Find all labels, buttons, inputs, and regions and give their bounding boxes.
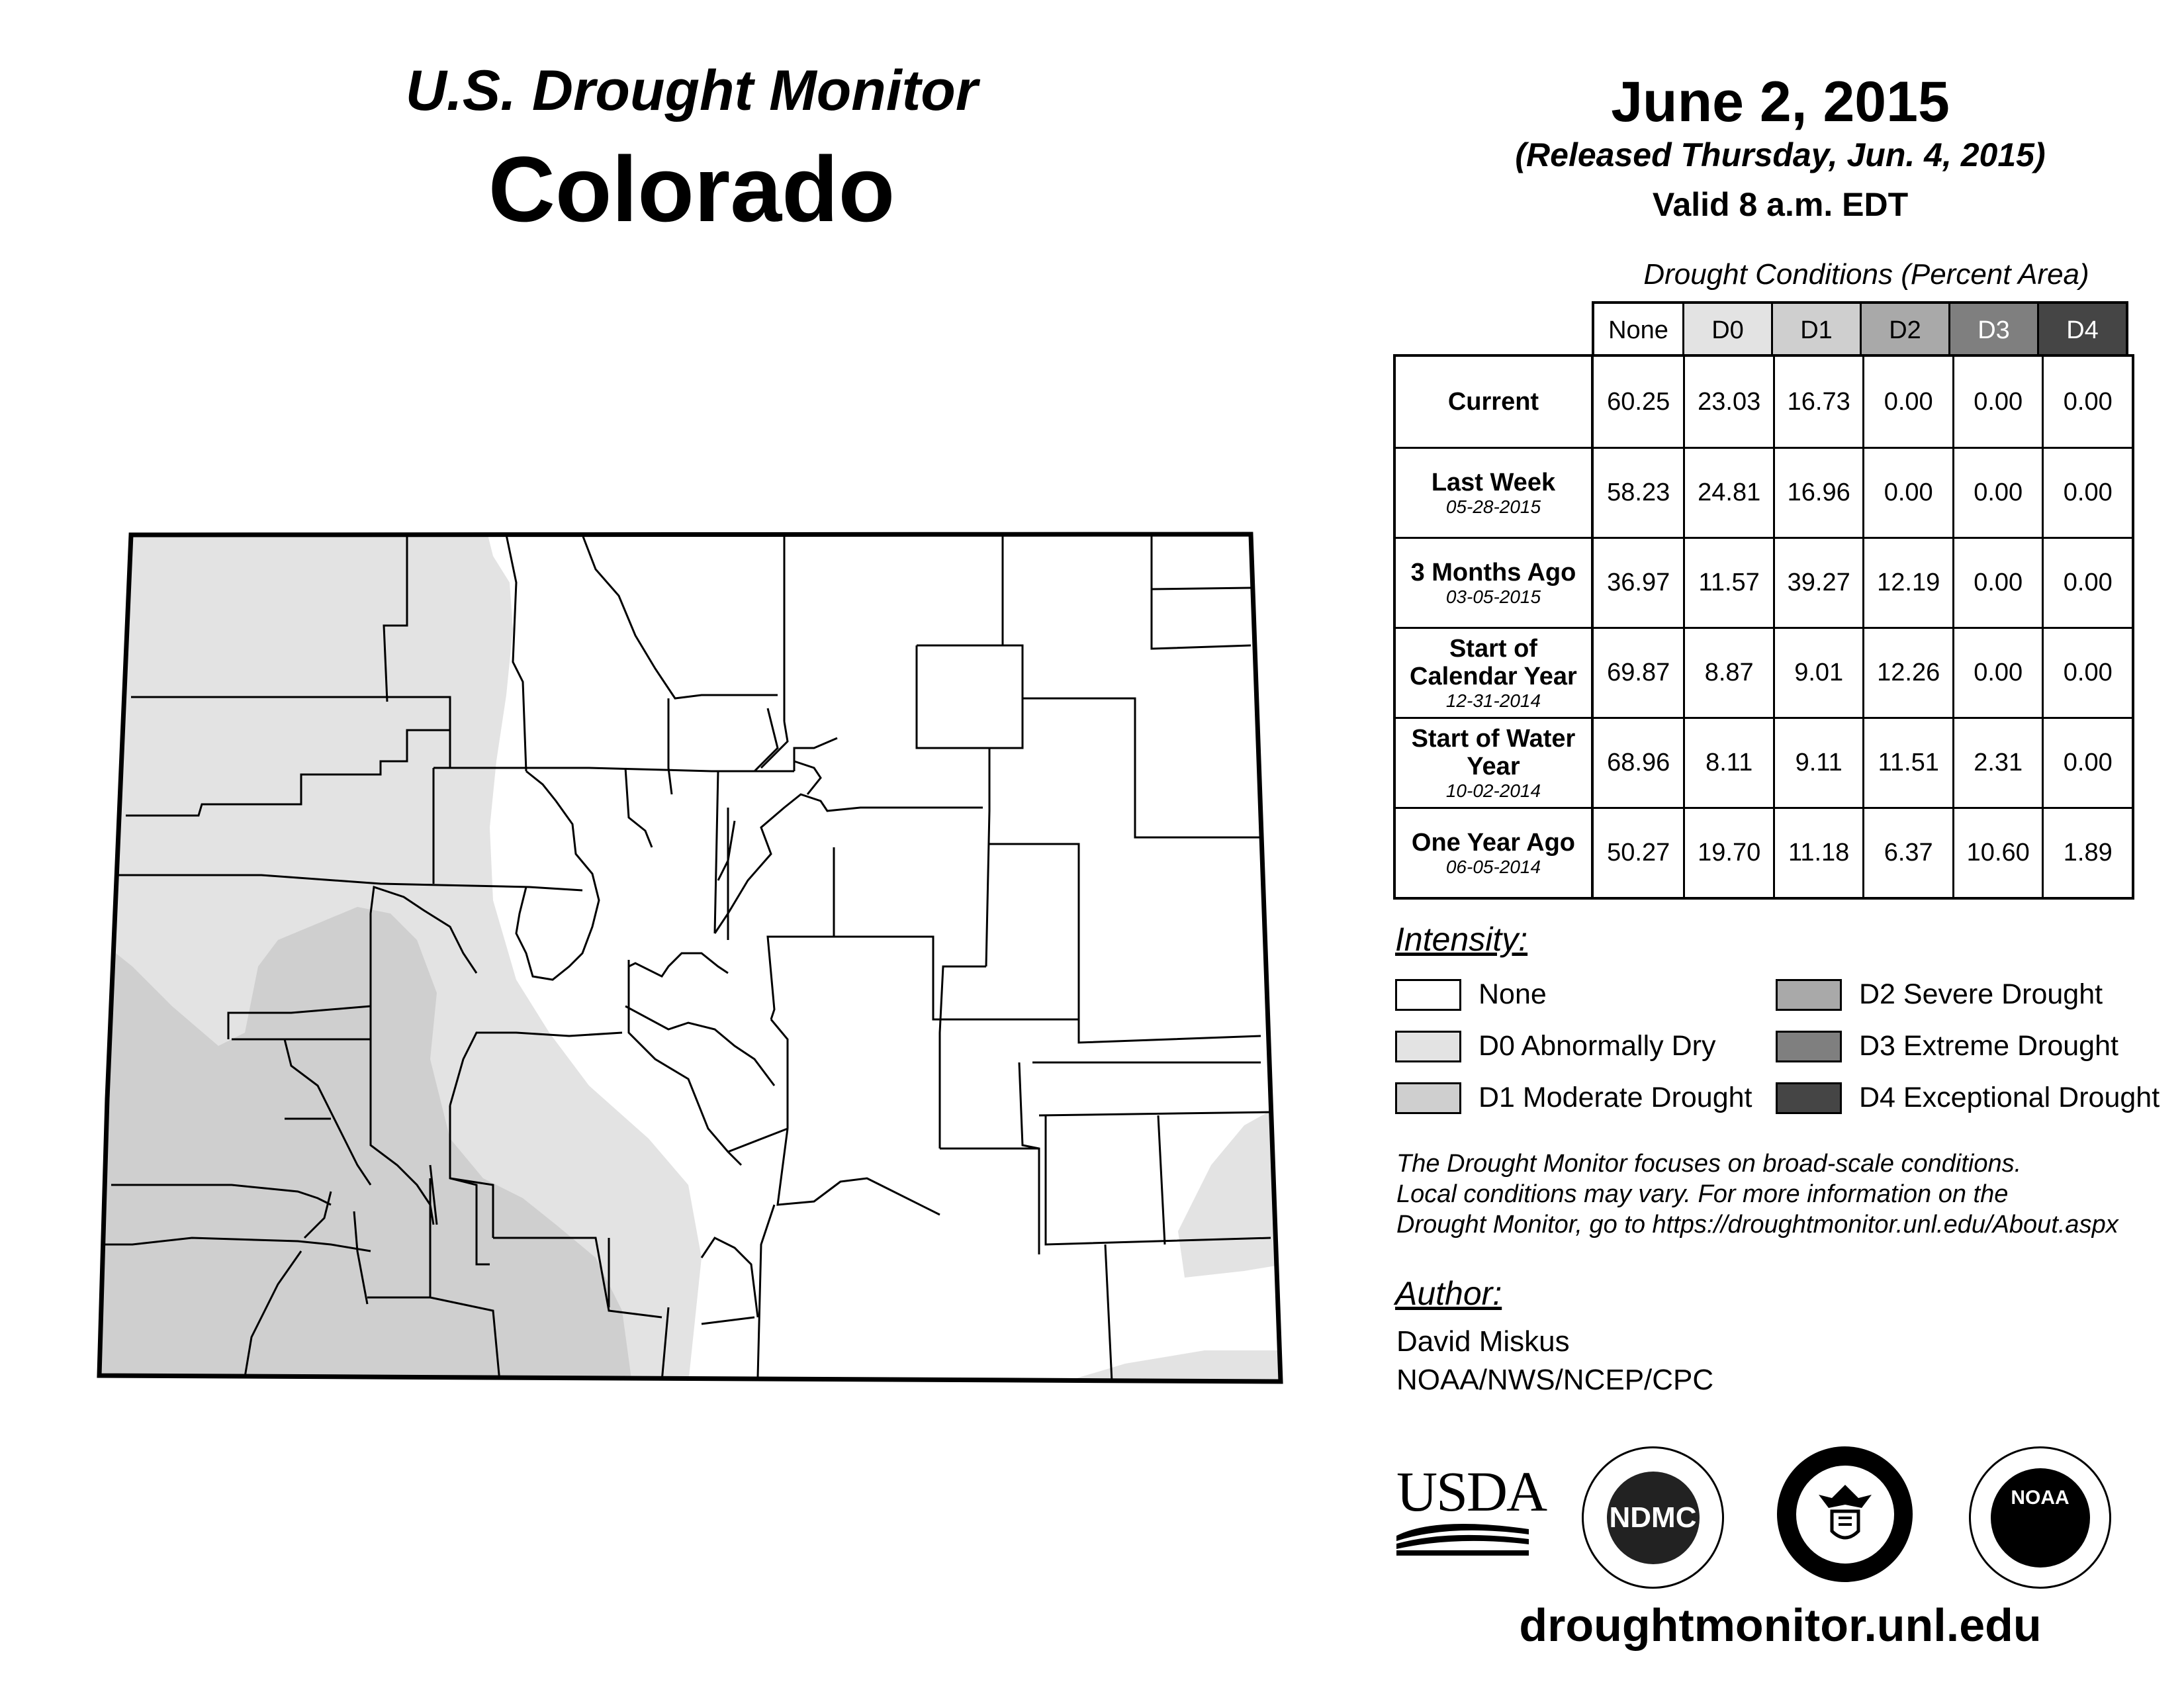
- table-cell: 2.31: [1952, 719, 2042, 807]
- table-cell: 9.01: [1773, 629, 1863, 717]
- table-header-row: [1592, 301, 2128, 357]
- row-label-text: Last Week: [1431, 468, 1556, 496]
- legend-label: D3 Extreme Drought: [1859, 1030, 2118, 1062]
- table-caption: Drought Conditions (Percent Area): [1643, 258, 2089, 291]
- note-line: The Drought Monitor focuses on broad-scale conditions.: [1396, 1150, 2022, 1178]
- legend-item: [1776, 1030, 2118, 1062]
- table-cell: 24.81: [1683, 449, 1773, 537]
- column-header-d0: D0: [1682, 304, 1771, 357]
- row-label: [1396, 539, 1594, 627]
- legend-label: D2 Severe Drought: [1859, 978, 2103, 1010]
- table-cell: 23.03: [1683, 357, 1773, 447]
- table-cell: 6.37: [1862, 809, 1952, 897]
- table-cell: 0.00: [1862, 449, 1952, 537]
- legend-label: D0 Abnormally Dry: [1479, 1030, 1716, 1062]
- table-cell: 36.97: [1607, 569, 1670, 596]
- table-cell: 10.60: [1952, 809, 2042, 897]
- table-cell: 69.87: [1607, 659, 1670, 686]
- usda-logo: [1396, 1460, 1547, 1556]
- legend-item: [1395, 1082, 1752, 1114]
- table-cell: 12.19: [1862, 539, 1952, 627]
- table-cell: 0.00: [2042, 719, 2132, 807]
- row-label: [1396, 809, 1594, 897]
- table-cell: 39.27: [1773, 539, 1863, 627]
- table-row: [1396, 357, 2132, 447]
- column-header-d2: D2: [1860, 304, 1948, 357]
- eagle-shield-icon: [1796, 1466, 1894, 1564]
- row-label-text: Current: [1447, 388, 1539, 416]
- legend-item: [1776, 978, 2103, 1011]
- legend-item: [1776, 1082, 2160, 1114]
- legend-title: Intensity:: [1395, 921, 1528, 958]
- note-line: Local conditions may vary. For more information on the: [1396, 1180, 2009, 1208]
- table-cell: 8.11: [1683, 719, 1773, 807]
- table-cell: 11.57: [1683, 539, 1773, 627]
- noaa-logo: [1969, 1446, 2111, 1589]
- table-row: [1396, 447, 2132, 537]
- state-title: Colorado: [488, 137, 895, 241]
- table-cell: 0.00: [2042, 357, 2132, 447]
- legend-item: [1395, 978, 1547, 1011]
- table-cell: 58.23: [1607, 479, 1670, 506]
- drought-conditions-table: [1393, 354, 2134, 900]
- release-date: (Released Thursday, Jun. 4, 2015): [1515, 136, 2046, 173]
- table-cell: 11.18: [1773, 809, 1863, 897]
- note-line: Drought Monitor, go to https://droughtmonitor.unl.edu/About.aspx: [1396, 1211, 2118, 1239]
- author-organization: NOAA/NWS/NCEP/CPC: [1396, 1364, 1714, 1396]
- row-label-text: Start of Calendar Year: [1410, 634, 1577, 690]
- legend-swatch: [1776, 1031, 1842, 1062]
- noaa-wordmark: NOAA: [2011, 1486, 2070, 1509]
- column-header-d1: D1: [1771, 304, 1860, 357]
- colorado-drought-map: [93, 523, 1304, 1403]
- table-cell: 11.51: [1862, 719, 1952, 807]
- table-cell: 0.00: [1952, 629, 2042, 717]
- table-cell: 0.00: [2042, 539, 2132, 627]
- table-cell: 16.96: [1773, 449, 1863, 537]
- ndmc-wordmark: NDMC: [1607, 1472, 1700, 1564]
- usda-wordmark: USDA: [1396, 1460, 1547, 1523]
- table-cell: 12.26: [1862, 629, 1952, 717]
- row-label: [1396, 449, 1594, 537]
- noaa-emblem: [1991, 1468, 2090, 1568]
- legend-item: [1395, 1030, 1715, 1062]
- legend-label: D1 Moderate Drought: [1479, 1082, 1752, 1113]
- table-cell: 60.25: [1607, 387, 1670, 416]
- author-name: David Miskus: [1396, 1325, 1570, 1358]
- website-url[interactable]: droughtmonitor.unl.edu: [1519, 1599, 2042, 1651]
- table-cell: 0.00: [1952, 357, 2042, 447]
- legend-swatch: [1395, 979, 1461, 1011]
- table-cell: 0.00: [2042, 629, 2132, 717]
- row-label-text: Start of Water Year: [1411, 724, 1576, 780]
- table-cell: 1.89: [2042, 809, 2132, 897]
- table-cell: 50.27: [1607, 839, 1670, 867]
- legend-swatch: [1776, 1082, 1842, 1114]
- column-header-none: None: [1594, 304, 1682, 357]
- table-cell: 19.70: [1683, 809, 1773, 897]
- legend-swatch: [1395, 1031, 1461, 1062]
- row-label-date: 12-31-2014: [1445, 690, 1541, 711]
- legend-label: D4 Exceptional Drought: [1859, 1082, 2160, 1113]
- column-header-d3: D3: [1948, 304, 2037, 357]
- ndmc-logo: [1582, 1446, 1724, 1589]
- legend-label: None: [1479, 978, 1547, 1010]
- row-label: [1396, 629, 1594, 717]
- row-label: [1396, 357, 1594, 447]
- row-label-date: 10-02-2014: [1445, 780, 1541, 801]
- table-cell: 16.73: [1773, 357, 1863, 447]
- table-cell: 0.00: [2042, 449, 2132, 537]
- row-label-date: 06-05-2014: [1445, 856, 1541, 877]
- table-row: [1396, 627, 2132, 717]
- map-supertitle: U.S. Drought Monitor: [405, 59, 978, 122]
- table-cell: 8.87: [1683, 629, 1773, 717]
- valid-time: Valid 8 a.m. EDT: [1652, 186, 1909, 223]
- author-heading: Author:: [1395, 1275, 1502, 1312]
- row-label-date: 05-28-2015: [1445, 496, 1541, 517]
- row-label: [1396, 719, 1594, 807]
- table-row: [1396, 717, 2132, 807]
- column-header-d4: D4: [2037, 304, 2126, 357]
- legend-swatch: [1776, 979, 1842, 1011]
- table-row: [1396, 537, 2132, 627]
- department-of-commerce-seal: [1777, 1446, 1913, 1582]
- table-cell: 0.00: [1862, 357, 1952, 447]
- table-cell: 0.00: [1952, 449, 2042, 537]
- row-label-date: 03-05-2015: [1445, 586, 1541, 607]
- legend-swatch: [1395, 1082, 1461, 1114]
- disclaimer-note: [1396, 1149, 2158, 1240]
- table-cell: 9.11: [1773, 719, 1863, 807]
- table-cell: 68.96: [1607, 749, 1670, 776]
- row-label-text: One Year Ago: [1411, 828, 1575, 857]
- map-date: June 2, 2015: [1611, 70, 1950, 134]
- table-row: [1396, 807, 2132, 897]
- table-cell: 0.00: [1952, 539, 2042, 627]
- row-label-text: 3 Months Ago: [1410, 558, 1576, 586]
